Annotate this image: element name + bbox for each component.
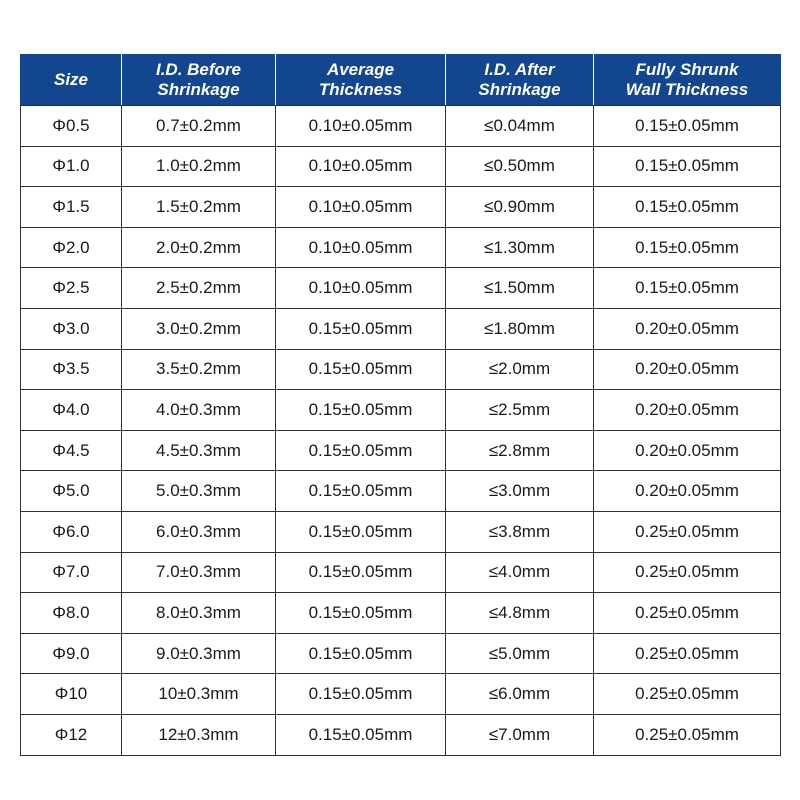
cell-id-before: 4.5±0.3mm <box>122 430 276 471</box>
table-row <box>21 430 781 471</box>
cell-id-after: ≤5.0mm <box>446 633 594 674</box>
cell-size: Φ3.5 <box>21 349 122 390</box>
cell-id-before: 7.0±0.3mm <box>122 552 276 593</box>
header-size-text: Size <box>53 70 89 89</box>
cell-id-after: ≤4.0mm <box>446 552 594 593</box>
cell-wall-thickness: 0.15±0.05mm <box>594 227 781 268</box>
cell-average-thickness: 0.15±0.05mm <box>276 674 446 715</box>
header-id-before-shrinkage <box>122 55 276 106</box>
header-text-line2: Wall Thickness <box>625 80 749 99</box>
cell-average-thickness: 0.10±0.05mm <box>276 146 446 187</box>
cell-size: Φ1.5 <box>21 187 122 228</box>
cell-id-after: ≤4.8mm <box>446 593 594 634</box>
cell-id-after: ≤2.5mm <box>446 390 594 431</box>
cell-average-thickness: 0.15±0.05mm <box>276 714 446 755</box>
cell-wall-thickness: 0.25±0.05mm <box>594 552 781 593</box>
table-row <box>21 511 781 552</box>
table-row <box>21 471 781 512</box>
cell-wall-thickness: 0.20±0.05mm <box>594 471 781 512</box>
cell-size: Φ5.0 <box>21 471 122 512</box>
header-text-line1: Average <box>326 60 395 79</box>
cell-id-before: 1.5±0.2mm <box>122 187 276 228</box>
cell-average-thickness: 0.15±0.05mm <box>276 430 446 471</box>
cell-wall-thickness: 0.25±0.05mm <box>594 674 781 715</box>
cell-id-after: ≤1.50mm <box>446 268 594 309</box>
cell-wall-thickness: 0.25±0.05mm <box>594 633 781 674</box>
cell-id-before: 3.5±0.2mm <box>122 349 276 390</box>
cell-size: Φ6.0 <box>21 511 122 552</box>
cell-id-before: 0.7±0.2mm <box>122 106 276 147</box>
cell-id-after: ≤0.04mm <box>446 106 594 147</box>
spec-table <box>20 54 781 756</box>
table-row <box>21 308 781 349</box>
header-size <box>21 55 122 106</box>
cell-average-thickness: 0.10±0.05mm <box>276 227 446 268</box>
cell-wall-thickness: 0.20±0.05mm <box>594 430 781 471</box>
header-average-thickness <box>276 55 446 106</box>
cell-id-after: ≤7.0mm <box>446 714 594 755</box>
cell-id-before: 12±0.3mm <box>122 714 276 755</box>
cell-wall-thickness: 0.25±0.05mm <box>594 593 781 634</box>
cell-average-thickness: 0.15±0.05mm <box>276 308 446 349</box>
cell-average-thickness: 0.15±0.05mm <box>276 471 446 512</box>
cell-id-after: ≤3.8mm <box>446 511 594 552</box>
cell-average-thickness: 0.15±0.05mm <box>276 633 446 674</box>
cell-average-thickness: 0.15±0.05mm <box>276 390 446 431</box>
cell-size: Φ4.5 <box>21 430 122 471</box>
table-row <box>21 187 781 228</box>
table-row <box>21 349 781 390</box>
cell-average-thickness: 0.15±0.05mm <box>276 349 446 390</box>
cell-wall-thickness: 0.20±0.05mm <box>594 308 781 349</box>
header-text-line1: I.D. After <box>484 60 555 79</box>
cell-id-before: 4.0±0.3mm <box>122 390 276 431</box>
cell-size: Φ3.0 <box>21 308 122 349</box>
cell-id-before: 9.0±0.3mm <box>122 633 276 674</box>
table-row <box>21 390 781 431</box>
cell-size: Φ8.0 <box>21 593 122 634</box>
cell-wall-thickness: 0.15±0.05mm <box>594 268 781 309</box>
cell-size: Φ0.5 <box>21 106 122 147</box>
cell-id-before: 2.0±0.2mm <box>122 227 276 268</box>
cell-id-after: ≤1.30mm <box>446 227 594 268</box>
cell-wall-thickness: 0.25±0.05mm <box>594 511 781 552</box>
cell-size: Φ2.5 <box>21 268 122 309</box>
cell-wall-thickness: 0.15±0.05mm <box>594 106 781 147</box>
cell-size: Φ10 <box>21 674 122 715</box>
table-body <box>21 106 781 756</box>
cell-wall-thickness: 0.15±0.05mm <box>594 146 781 187</box>
cell-average-thickness: 0.10±0.05mm <box>276 106 446 147</box>
cell-id-before: 6.0±0.3mm <box>122 511 276 552</box>
cell-id-after: ≤2.8mm <box>446 430 594 471</box>
cell-id-after: ≤1.80mm <box>446 308 594 349</box>
cell-size: Φ2.0 <box>21 227 122 268</box>
cell-id-after: ≤6.0mm <box>446 674 594 715</box>
cell-average-thickness: 0.10±0.05mm <box>276 268 446 309</box>
cell-id-before: 8.0±0.3mm <box>122 593 276 634</box>
table-row <box>21 106 781 147</box>
table-row <box>21 593 781 634</box>
header-text-line2: Thickness <box>318 80 403 99</box>
cell-average-thickness: 0.15±0.05mm <box>276 593 446 634</box>
table-row <box>21 268 781 309</box>
cell-size: Φ1.0 <box>21 146 122 187</box>
header-text-line1: I.D. Before <box>155 60 242 79</box>
cell-id-before: 3.0±0.2mm <box>122 308 276 349</box>
header-text-line2: Shrinkage <box>157 80 240 99</box>
cell-size: Φ9.0 <box>21 633 122 674</box>
cell-id-after: ≤0.90mm <box>446 187 594 228</box>
cell-id-after: ≤3.0mm <box>446 471 594 512</box>
cell-average-thickness: 0.15±0.05mm <box>276 511 446 552</box>
cell-average-thickness: 0.10±0.05mm <box>276 187 446 228</box>
cell-id-before: 5.0±0.3mm <box>122 471 276 512</box>
cell-size: Φ12 <box>21 714 122 755</box>
table-row <box>21 714 781 755</box>
table-row <box>21 552 781 593</box>
cell-wall-thickness: 0.20±0.05mm <box>594 390 781 431</box>
header-id-after-shrinkage <box>446 55 594 106</box>
cell-wall-thickness: 0.20±0.05mm <box>594 349 781 390</box>
cell-id-before: 2.5±0.2mm <box>122 268 276 309</box>
table-row <box>21 146 781 187</box>
table-row <box>21 633 781 674</box>
header-text-line2: Shrinkage <box>478 80 561 99</box>
header-fully-shrunk-wall-thickness <box>594 55 781 106</box>
cell-id-after: ≤0.50mm <box>446 146 594 187</box>
cell-wall-thickness: 0.25±0.05mm <box>594 714 781 755</box>
cell-id-before: 1.0±0.2mm <box>122 146 276 187</box>
table-row <box>21 227 781 268</box>
cell-id-after: ≤2.0mm <box>446 349 594 390</box>
table-row <box>21 674 781 715</box>
cell-size: Φ7.0 <box>21 552 122 593</box>
header-text-line1: Fully Shrunk <box>635 60 739 79</box>
cell-size: Φ4.0 <box>21 390 122 431</box>
cell-average-thickness: 0.15±0.05mm <box>276 552 446 593</box>
header-row <box>21 55 781 106</box>
cell-wall-thickness: 0.15±0.05mm <box>594 187 781 228</box>
cell-id-before: 10±0.3mm <box>122 674 276 715</box>
